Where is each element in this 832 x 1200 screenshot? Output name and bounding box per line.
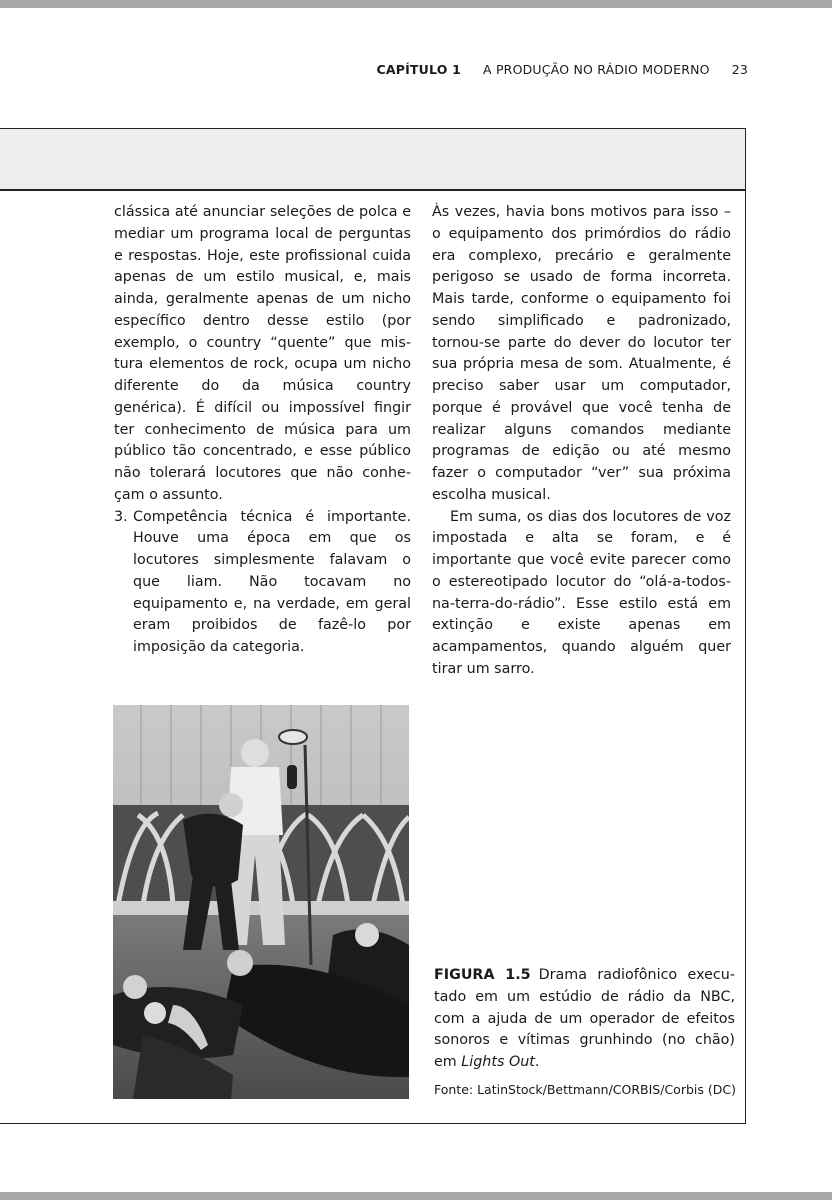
figure-caption-italic-title: Lights Out xyxy=(461,1054,535,1070)
continued-paragraph: clássica até anunciar seleções de polca e mediar um programa local de perguntas e respostas. Hoje, este profissional cuida apenas de um estilo musical, e, mais ainda, geralmente apenas de um nicho específico dentro desse estilo (por exemplo, o country “quente” que mistura elementos de rock, ocupa um nicho diferente do da música country genérica). É difícil ou impossível fingir ter conhecimento de música para um público tão concentrado, e esse público não tolerará locutores que não conheçam o assunto. xyxy=(114,204,411,503)
right-paragraph-2: Em suma, os dias dos locutores de voz impostada e alta se foram, e é importante que você evite parecer como o estereotipado locutor do “olá-a-todos-na-terra-do-rádio”. Esse estilo está em extinção e existe apenas em acampamentos, quando alguém quer tirar um sarro. xyxy=(432,508,731,677)
figure-caption-text: Drama radiofônico executado em um estúdio de rádio da NBC, com a ajuda de um operador de efeitos sonoros e vítimas grunhindo (no chão) em xyxy=(434,967,735,1070)
list-item-number: 3. xyxy=(114,508,128,525)
left-column xyxy=(114,202,411,659)
figure-source: Fonte: LatinStock/Bettmann/CORBIS/Corbis (DC) xyxy=(434,1082,736,1097)
figure-photo xyxy=(113,705,409,1099)
page-number: 23 xyxy=(731,62,748,77)
figure-caption-end: . xyxy=(534,1054,540,1070)
radio-drama-photo-illustration xyxy=(113,705,409,1099)
list-item xyxy=(114,507,411,659)
list-item-text: Competência técnica é importante. Houve uma época em que os locutores simplesmente falavam o que liam. Não tocavam no equipamento e, na verdade, em geral eram proibidos de fazê-lo por imposição da categoria. xyxy=(133,508,411,655)
chapter-title: A PRODUÇÃO NO RÁDIO MODERNO xyxy=(483,62,710,77)
right-column xyxy=(432,202,731,681)
gray-header-band xyxy=(0,129,745,191)
running-head xyxy=(376,62,748,77)
figure-number: FIGURA 1.5 xyxy=(434,967,531,983)
chapter-label: CAPÍTULO 1 xyxy=(376,62,462,77)
figure-caption xyxy=(434,965,735,1074)
right-paragraph-1: Às vezes, havia bons motivos para isso – o equipamento dos primórdios do rádio era complexo, precário e geralmente perigoso se usado de forma incorreta. Mais tarde, conforme o equipamento foi sendo simplificado e padronizado, tornou-se parte do dever do locutor ter sua própria mesa de som. Atualmente, é preciso saber usar um computador, porque é provável que você tenha de realizar alguns comandos mediante programas de edição ou até mesmo fazer o computador “ver” sua próxima escolha musical. xyxy=(432,204,731,503)
